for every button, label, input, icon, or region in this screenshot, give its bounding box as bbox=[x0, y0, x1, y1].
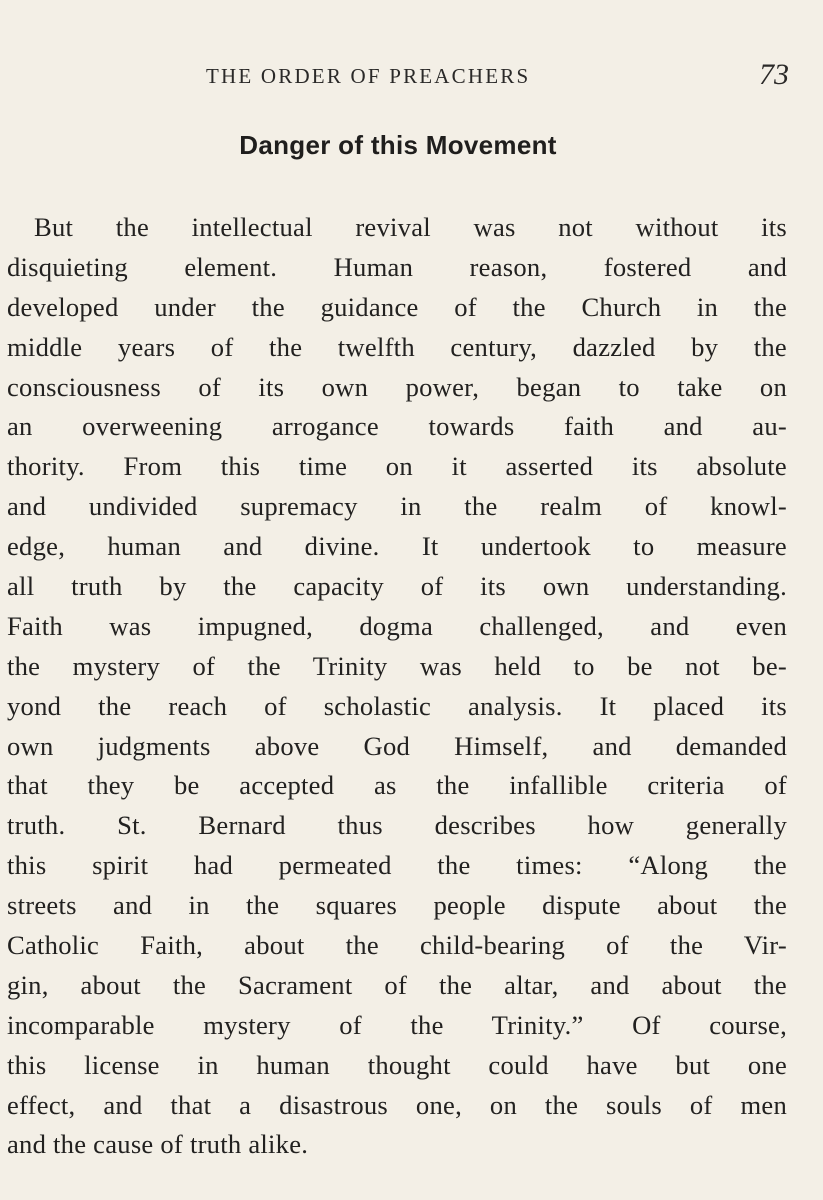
running-title: THE ORDER OF PREACHERS bbox=[206, 64, 531, 88]
text-line: effect, and that a disastrous one, on the souls of men bbox=[7, 1089, 787, 1120]
text-line: Faith was impugned, dogma challenged, and even bbox=[7, 610, 787, 641]
text-line: But the intellectual revival was not without its bbox=[34, 212, 787, 242]
section-heading: Danger of this Movement bbox=[239, 130, 557, 160]
text-line: own judgments above God Himself, and demanded bbox=[7, 730, 787, 761]
running-head bbox=[0, 58, 823, 98]
text-line: that they be accepted as the infallible criteria of bbox=[7, 770, 787, 801]
text-line: this spirit had permeated the times: “Along the bbox=[7, 850, 787, 881]
text-line: and undivided supremacy in the realm of knowl- bbox=[7, 491, 787, 522]
text-line: an overweening arrogance towards faith and au- bbox=[7, 411, 787, 442]
text-line: disquieting element. Human reason, fostered and bbox=[7, 251, 787, 282]
body-paragraph bbox=[7, 208, 787, 1165]
text-line: yond the reach of scholastic analysis. It placed its bbox=[7, 690, 787, 721]
text-line: streets and in the squares people dispute about the bbox=[7, 890, 787, 921]
text-line: middle years of the twelfth century, dazzled by the bbox=[7, 331, 787, 362]
text-line: consciousness of its own power, began to take on bbox=[7, 371, 787, 402]
text-line: Catholic Faith, about the child-bearing of the Vir- bbox=[7, 930, 787, 961]
text-line: gin, about the Sacrament of the altar, and about the bbox=[7, 969, 787, 1000]
text-line: thority. From this time on it asserted its absolute bbox=[7, 451, 787, 482]
text-line: incomparable mystery of the Trinity.” Of course, bbox=[7, 1009, 787, 1040]
text-line: developed under the guidance of the Church in the bbox=[7, 291, 787, 322]
text-line: this license in human thought could have but one bbox=[7, 1049, 787, 1080]
text-line: all truth by the capacity of its own understanding. bbox=[7, 571, 787, 602]
page-number: 73 bbox=[759, 58, 789, 91]
text-line: the mystery of the Trinity was held to be not be- bbox=[7, 650, 787, 681]
text-line: truth. St. Bernard thus describes how generally bbox=[7, 810, 787, 841]
text-line: and the cause of truth alike. bbox=[7, 1129, 309, 1160]
text-line: edge, human and divine. It undertook to measure bbox=[7, 531, 787, 562]
